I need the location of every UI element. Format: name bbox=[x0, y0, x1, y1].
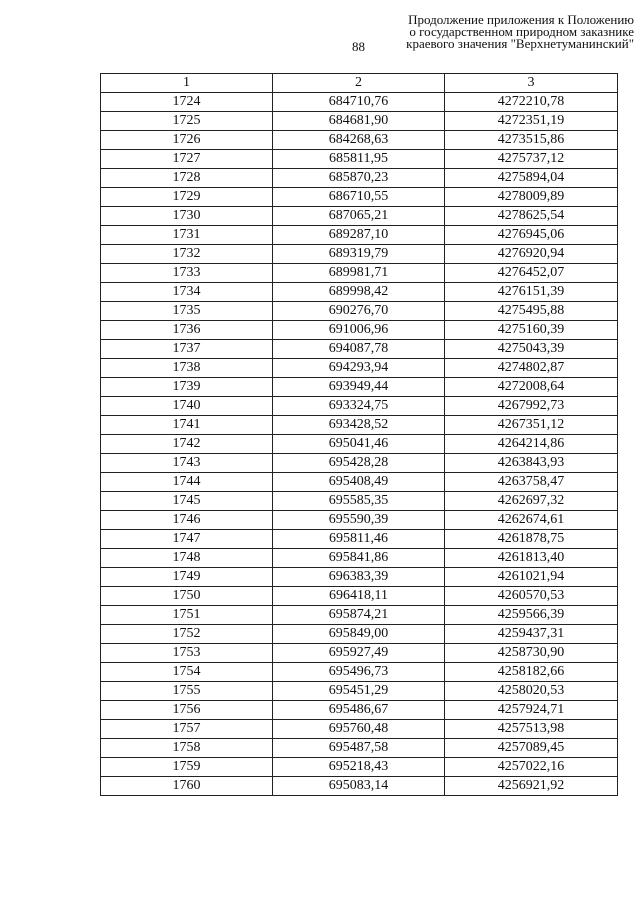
table-header-row bbox=[101, 74, 618, 93]
point-number-cell: 1724 bbox=[101, 93, 273, 112]
y-coordinate-cell: 4276945,06 bbox=[445, 226, 618, 245]
y-coordinate-cell: 4278009,89 bbox=[445, 188, 618, 207]
y-coordinate-cell: 4276151,39 bbox=[445, 283, 618, 302]
y-coordinate-cell: 4256921,92 bbox=[445, 777, 618, 796]
table-row bbox=[101, 644, 618, 663]
point-number-cell: 1731 bbox=[101, 226, 273, 245]
point-number-cell: 1749 bbox=[101, 568, 273, 587]
table-row bbox=[101, 701, 618, 720]
x-coordinate-cell: 686710,55 bbox=[273, 188, 445, 207]
y-coordinate-cell: 4267992,73 bbox=[445, 397, 618, 416]
table-row bbox=[101, 587, 618, 606]
y-coordinate-cell: 4274802,87 bbox=[445, 359, 618, 378]
table-row bbox=[101, 321, 618, 340]
point-number-cell: 1757 bbox=[101, 720, 273, 739]
x-coordinate-cell: 695590,39 bbox=[273, 511, 445, 530]
column-header: 3 bbox=[445, 74, 618, 93]
y-coordinate-cell: 4258730,90 bbox=[445, 644, 618, 663]
x-coordinate-cell: 693428,52 bbox=[273, 416, 445, 435]
table-row bbox=[101, 264, 618, 283]
point-number-cell: 1744 bbox=[101, 473, 273, 492]
x-coordinate-cell: 689287,10 bbox=[273, 226, 445, 245]
table-row bbox=[101, 511, 618, 530]
point-number-cell: 1743 bbox=[101, 454, 273, 473]
x-coordinate-cell: 691006,96 bbox=[273, 321, 445, 340]
y-coordinate-cell: 4259437,31 bbox=[445, 625, 618, 644]
table-row bbox=[101, 93, 618, 112]
table-row bbox=[101, 207, 618, 226]
table-row bbox=[101, 169, 618, 188]
y-coordinate-cell: 4262697,32 bbox=[445, 492, 618, 511]
y-coordinate-cell: 4275043,39 bbox=[445, 340, 618, 359]
x-coordinate-cell: 695041,46 bbox=[273, 435, 445, 454]
y-coordinate-cell: 4257924,71 bbox=[445, 701, 618, 720]
point-number-cell: 1730 bbox=[101, 207, 273, 226]
table-row bbox=[101, 283, 618, 302]
point-number-cell: 1727 bbox=[101, 150, 273, 169]
point-number-cell: 1734 bbox=[101, 283, 273, 302]
table-row bbox=[101, 378, 618, 397]
table-row bbox=[101, 454, 618, 473]
y-coordinate-cell: 4261813,40 bbox=[445, 549, 618, 568]
x-coordinate-cell: 695927,49 bbox=[273, 644, 445, 663]
x-coordinate-cell: 689981,71 bbox=[273, 264, 445, 283]
x-coordinate-cell: 695585,35 bbox=[273, 492, 445, 511]
y-coordinate-cell: 4263843,93 bbox=[445, 454, 618, 473]
table-row bbox=[101, 150, 618, 169]
x-coordinate-cell: 684710,76 bbox=[273, 93, 445, 112]
y-coordinate-cell: 4272210,78 bbox=[445, 93, 618, 112]
point-number-cell: 1740 bbox=[101, 397, 273, 416]
x-coordinate-cell: 695428,28 bbox=[273, 454, 445, 473]
x-coordinate-cell: 695487,58 bbox=[273, 739, 445, 758]
table-row bbox=[101, 606, 618, 625]
x-coordinate-cell: 695451,29 bbox=[273, 682, 445, 701]
header-line: о государственном природном заказнике bbox=[409, 24, 634, 39]
point-number-cell: 1741 bbox=[101, 416, 273, 435]
table-row bbox=[101, 682, 618, 701]
point-number-cell: 1736 bbox=[101, 321, 273, 340]
point-number-cell: 1726 bbox=[101, 131, 273, 150]
x-coordinate-cell: 695408,49 bbox=[273, 473, 445, 492]
table-row bbox=[101, 112, 618, 131]
point-number-cell: 1733 bbox=[101, 264, 273, 283]
y-coordinate-cell: 4275495,88 bbox=[445, 302, 618, 321]
x-coordinate-cell: 693949,44 bbox=[273, 378, 445, 397]
y-coordinate-cell: 4264214,86 bbox=[445, 435, 618, 454]
table-row bbox=[101, 568, 618, 587]
x-coordinate-cell: 694293,94 bbox=[273, 359, 445, 378]
x-coordinate-cell: 687065,21 bbox=[273, 207, 445, 226]
x-coordinate-cell: 689319,79 bbox=[273, 245, 445, 264]
document-header bbox=[372, 14, 634, 50]
point-number-cell: 1759 bbox=[101, 758, 273, 777]
point-number-cell: 1756 bbox=[101, 701, 273, 720]
y-coordinate-cell: 4272351,19 bbox=[445, 112, 618, 131]
point-number-cell: 1728 bbox=[101, 169, 273, 188]
y-coordinate-cell: 4261878,75 bbox=[445, 530, 618, 549]
y-coordinate-cell: 4276920,94 bbox=[445, 245, 618, 264]
y-coordinate-cell: 4278625,54 bbox=[445, 207, 618, 226]
table-row bbox=[101, 720, 618, 739]
y-coordinate-cell: 4276452,07 bbox=[445, 264, 618, 283]
point-number-cell: 1738 bbox=[101, 359, 273, 378]
table-row bbox=[101, 492, 618, 511]
x-coordinate-cell: 685811,95 bbox=[273, 150, 445, 169]
header-line: Продолжение приложения к Положению bbox=[408, 12, 634, 27]
table-row bbox=[101, 359, 618, 378]
table-row bbox=[101, 131, 618, 150]
point-number-cell: 1747 bbox=[101, 530, 273, 549]
y-coordinate-cell: 4263758,47 bbox=[445, 473, 618, 492]
x-coordinate-cell: 685870,23 bbox=[273, 169, 445, 188]
y-coordinate-cell: 4257089,45 bbox=[445, 739, 618, 758]
table-row bbox=[101, 758, 618, 777]
y-coordinate-cell: 4260570,53 bbox=[445, 587, 618, 606]
point-number-cell: 1737 bbox=[101, 340, 273, 359]
point-number-cell: 1754 bbox=[101, 663, 273, 682]
table-row bbox=[101, 226, 618, 245]
y-coordinate-cell: 4262674,61 bbox=[445, 511, 618, 530]
table-row bbox=[101, 188, 618, 207]
y-coordinate-cell: 4273515,86 bbox=[445, 131, 618, 150]
point-number-cell: 1725 bbox=[101, 112, 273, 131]
x-coordinate-cell: 693324,75 bbox=[273, 397, 445, 416]
x-coordinate-cell: 689998,42 bbox=[273, 283, 445, 302]
column-header: 1 bbox=[101, 74, 273, 93]
x-coordinate-cell: 695760,48 bbox=[273, 720, 445, 739]
point-number-cell: 1742 bbox=[101, 435, 273, 454]
point-number-cell: 1755 bbox=[101, 682, 273, 701]
y-coordinate-cell: 4258182,66 bbox=[445, 663, 618, 682]
x-coordinate-cell: 695496,73 bbox=[273, 663, 445, 682]
y-coordinate-cell: 4275894,04 bbox=[445, 169, 618, 188]
table-row bbox=[101, 530, 618, 549]
table-row bbox=[101, 397, 618, 416]
table-row bbox=[101, 473, 618, 492]
x-coordinate-cell: 695811,46 bbox=[273, 530, 445, 549]
point-number-cell: 1750 bbox=[101, 587, 273, 606]
coordinates-table bbox=[100, 73, 618, 796]
point-number-cell: 1753 bbox=[101, 644, 273, 663]
y-coordinate-cell: 4257022,16 bbox=[445, 758, 618, 777]
point-number-cell: 1729 bbox=[101, 188, 273, 207]
y-coordinate-cell: 4275160,39 bbox=[445, 321, 618, 340]
x-coordinate-cell: 690276,70 bbox=[273, 302, 445, 321]
point-number-cell: 1748 bbox=[101, 549, 273, 568]
column-header: 2 bbox=[273, 74, 445, 93]
table-row bbox=[101, 416, 618, 435]
table-row bbox=[101, 245, 618, 264]
table-row bbox=[101, 340, 618, 359]
x-coordinate-cell: 694087,78 bbox=[273, 340, 445, 359]
x-coordinate-cell: 695486,67 bbox=[273, 701, 445, 720]
point-number-cell: 1745 bbox=[101, 492, 273, 511]
point-number-cell: 1739 bbox=[101, 378, 273, 397]
x-coordinate-cell: 695849,00 bbox=[273, 625, 445, 644]
table-row bbox=[101, 302, 618, 321]
x-coordinate-cell: 696418,11 bbox=[273, 587, 445, 606]
table-row bbox=[101, 435, 618, 454]
table-row bbox=[101, 777, 618, 796]
x-coordinate-cell: 695083,14 bbox=[273, 777, 445, 796]
y-coordinate-cell: 4261021,94 bbox=[445, 568, 618, 587]
x-coordinate-cell: 695218,43 bbox=[273, 758, 445, 777]
x-coordinate-cell: 696383,39 bbox=[273, 568, 445, 587]
y-coordinate-cell: 4258020,53 bbox=[445, 682, 618, 701]
page-number: 88 bbox=[352, 39, 365, 54]
point-number-cell: 1746 bbox=[101, 511, 273, 530]
y-coordinate-cell: 4259566,39 bbox=[445, 606, 618, 625]
x-coordinate-cell: 695841,86 bbox=[273, 549, 445, 568]
point-number-cell: 1751 bbox=[101, 606, 273, 625]
y-coordinate-cell: 4257513,98 bbox=[445, 720, 618, 739]
table-row bbox=[101, 663, 618, 682]
point-number-cell: 1758 bbox=[101, 739, 273, 758]
y-coordinate-cell: 4275737,12 bbox=[445, 150, 618, 169]
table-row bbox=[101, 739, 618, 758]
header-line: краевого значения "Верхнетуманинский" bbox=[406, 36, 634, 51]
y-coordinate-cell: 4272008,64 bbox=[445, 378, 618, 397]
table-row bbox=[101, 549, 618, 568]
table-row bbox=[101, 625, 618, 644]
x-coordinate-cell: 684268,63 bbox=[273, 131, 445, 150]
y-coordinate-cell: 4267351,12 bbox=[445, 416, 618, 435]
point-number-cell: 1732 bbox=[101, 245, 273, 264]
x-coordinate-cell: 684681,90 bbox=[273, 112, 445, 131]
point-number-cell: 1760 bbox=[101, 777, 273, 796]
point-number-cell: 1752 bbox=[101, 625, 273, 644]
x-coordinate-cell: 695874,21 bbox=[273, 606, 445, 625]
point-number-cell: 1735 bbox=[101, 302, 273, 321]
